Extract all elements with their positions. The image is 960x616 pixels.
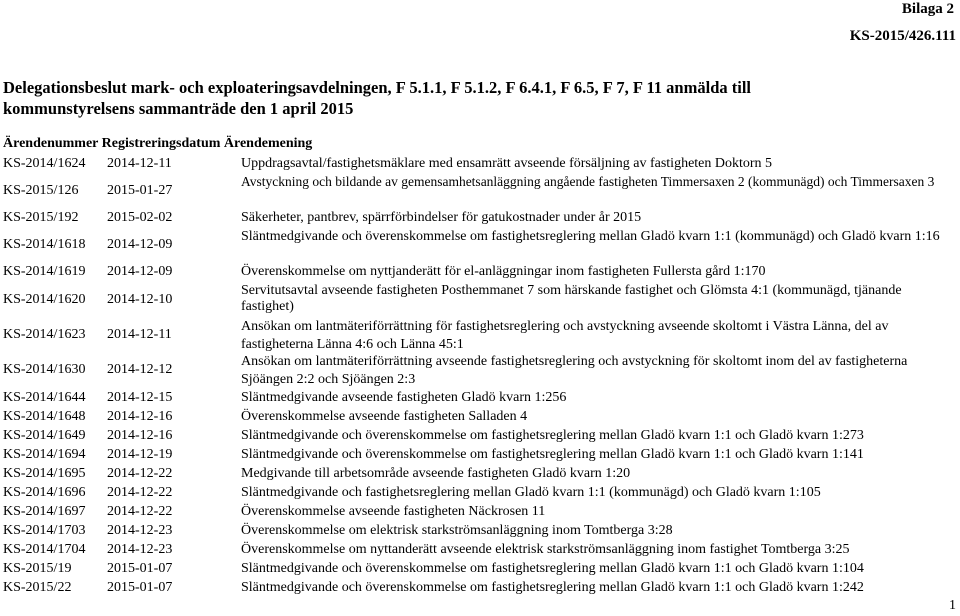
- case-number: KS-2015/19: [3, 560, 72, 576]
- registration-date: 2014-12-09: [107, 237, 173, 252]
- case-description: Medgivande till arbetsområde avseende fastigheten Gladö kvarn 1:20: [241, 465, 631, 481]
- table-row: [0, 228, 960, 262]
- case-description: Ansökan om lantmäteriförrättning avseende fastighetsreglering och avstyckning för skoltomt inom del av fastigheterna Sjöängen 2:2 och Sjöängen 2:3: [241, 354, 908, 387]
- case-description: Släntmedgivande och överenskommelse om fastighetsreglering mellan Gladö kvarn 1:1 och Gladö kvarn 1:104: [241, 560, 864, 576]
- column-header-arendenummer: Ärendenummer: [3, 136, 99, 151]
- table-row: [0, 208, 960, 228]
- registration-date: 2014-12-12: [107, 362, 173, 377]
- table-row: [0, 388, 960, 407]
- table-row: [0, 282, 960, 317]
- appendix-label: Bilaga 2: [901, 1, 954, 17]
- registration-date: 2014-12-22: [107, 484, 173, 500]
- case-number: KS-2014/1703: [3, 522, 86, 538]
- table-row: [0, 407, 960, 426]
- table-row: [0, 262, 960, 282]
- case-table: [0, 154, 960, 597]
- title-line-1: Delegationsbeslut mark- och exploateringsavdelningen, F 5.1.1, F 5.1.2, F 6.4.1, F 6.5, F 7, F 11 anmälda till: [3, 78, 751, 97]
- registration-date: 2014-12-16: [107, 427, 173, 443]
- case-number: KS-2014/1619: [3, 264, 86, 279]
- case-description: Släntmedgivande och överenskommelse om fastighetsreglering mellan Gladö kvarn 1:1 och Gladö kvarn 1:242: [241, 579, 864, 595]
- case-description: Överenskommelse om elektrisk starkströmsanläggning inom Tomtberga 3:28: [241, 522, 673, 538]
- case-description: Överenskommelse avseende fastigheten Näckrosen 11: [241, 503, 546, 519]
- case-number: KS-2014/1696: [3, 484, 86, 500]
- table-header: [3, 136, 312, 152]
- case-number: KS-2014/1620: [3, 291, 86, 307]
- case-description: Släntmedgivande och överenskommelse om fastighetsreglering mellan Gladö kvarn 1:1 (kommunägd) och Gladö kvarn 1:16: [241, 229, 940, 244]
- case-number: KS-2014/1623: [3, 326, 86, 342]
- case-number: KS-2014/1624: [3, 155, 86, 171]
- registration-date: 2014-12-23: [107, 522, 173, 538]
- table-row: [0, 521, 960, 540]
- case-number: KS-2014/1695: [3, 465, 86, 481]
- column-header-registreringsdatum: Registreringsdatum: [101, 136, 221, 151]
- case-number: KS-2015/126: [3, 182, 79, 198]
- table-row: [0, 445, 960, 464]
- case-description: Släntmedgivande och överenskommelse om fastighetsreglering mellan Gladö kvarn 1:1 och Gladö kvarn 1:141: [241, 446, 864, 462]
- page-number: 1: [949, 598, 956, 613]
- table-row: [0, 559, 960, 578]
- document-title: [3, 77, 751, 119]
- case-description: Servitutsavtal avseende fastigheten Posthemmanet 7 som härskande fastighet och Glömsta 4:1 (kommunägd, tjänande fastighet): [241, 283, 902, 314]
- table-row: [0, 464, 960, 483]
- table-row: [0, 173, 960, 208]
- table-row: [0, 154, 960, 173]
- case-number: KS-2014/1697: [3, 503, 86, 519]
- registration-date: 2014-12-09: [107, 264, 173, 279]
- case-number: KS-2014/1649: [3, 427, 86, 443]
- case-description: Överenskommelse om nyttjanderätt för el-anläggningar inom fastigheten Fullersta gård 1:170: [241, 264, 766, 279]
- registration-date: 2014-12-19: [107, 446, 173, 462]
- registration-date: 2014-12-23: [107, 541, 173, 557]
- registration-date: 2015-01-27: [107, 182, 173, 198]
- case-description: Uppdragsavtal/fastighetsmäklare med ensamrätt avseende försäljning av fastigheten Doktorn 5: [241, 155, 773, 171]
- registration-date: 2015-01-07: [107, 560, 173, 576]
- case-number: KS-2015/192: [3, 210, 79, 225]
- case-description: Släntmedgivande och överenskommelse om fastighetsreglering mellan Gladö kvarn 1:1 och Gladö kvarn 1:273: [241, 427, 864, 443]
- registration-date: 2014-12-10: [107, 291, 173, 307]
- case-number: KS-2014/1618: [3, 237, 86, 252]
- registration-date: 2015-02-02: [107, 210, 173, 225]
- case-number: KS-2014/1694: [3, 446, 86, 462]
- document-reference: KS-2015/426.111: [849, 28, 956, 44]
- table-row: [0, 426, 960, 445]
- case-description: Överenskommelse om nyttanderätt avseende elektrisk starkströmsanläggning inom fastighet Tomtberga 3:25: [241, 541, 850, 557]
- case-description: Släntmedgivande och fastighetsreglering mellan Gladö kvarn 1:1 (kommunägd) och Gladö kvarn 1:105: [241, 484, 821, 500]
- registration-date: 2014-12-11: [107, 326, 172, 342]
- case-number: KS-2014/1630: [3, 362, 86, 377]
- registration-date: 2014-12-22: [107, 465, 173, 481]
- case-description: Säkerheter, pantbrev, spärrförbindelser för gatukostnader under år 2015: [241, 210, 642, 225]
- table-row: [0, 483, 960, 502]
- case-number: KS-2014/1644: [3, 389, 86, 405]
- case-description: Avstyckning och bildande av gemensamhetsanläggning angående fastigheten Timmersaxen 2 (kommunägd) och Timmersaxen 3: [241, 174, 935, 189]
- case-number: KS-2014/1648: [3, 408, 86, 424]
- title-line-2: kommunstyrelsens sammanträde den 1 april 2015: [3, 99, 354, 118]
- case-number: KS-2015/22: [3, 579, 72, 595]
- registration-date: 2015-01-07: [107, 579, 173, 595]
- table-row: [0, 352, 960, 388]
- registration-date: 2014-12-15: [107, 389, 173, 405]
- case-description: Släntmedgivande avseende fastigheten Gladö kvarn 1:256: [241, 389, 567, 405]
- case-description: Överenskommelse avseende fastigheten Salladen 4: [241, 408, 528, 424]
- registration-date: 2014-12-16: [107, 408, 173, 424]
- table-row: [0, 317, 960, 352]
- registration-date: 2014-12-22: [107, 503, 173, 519]
- table-row: [0, 502, 960, 521]
- registration-date: 2014-12-11: [107, 155, 172, 171]
- case-number: KS-2014/1704: [3, 541, 86, 557]
- case-description: Ansökan om lantmäteriförrättning för fastighetsreglering och avstyckning avseende skoltomt i Västra Länna, del av fastigheterna Länna 4:6 och Länna 45:1: [241, 319, 889, 352]
- table-row: [0, 540, 960, 559]
- table-row: [0, 578, 960, 597]
- column-header-arendemening: Ärendemening: [223, 136, 313, 151]
